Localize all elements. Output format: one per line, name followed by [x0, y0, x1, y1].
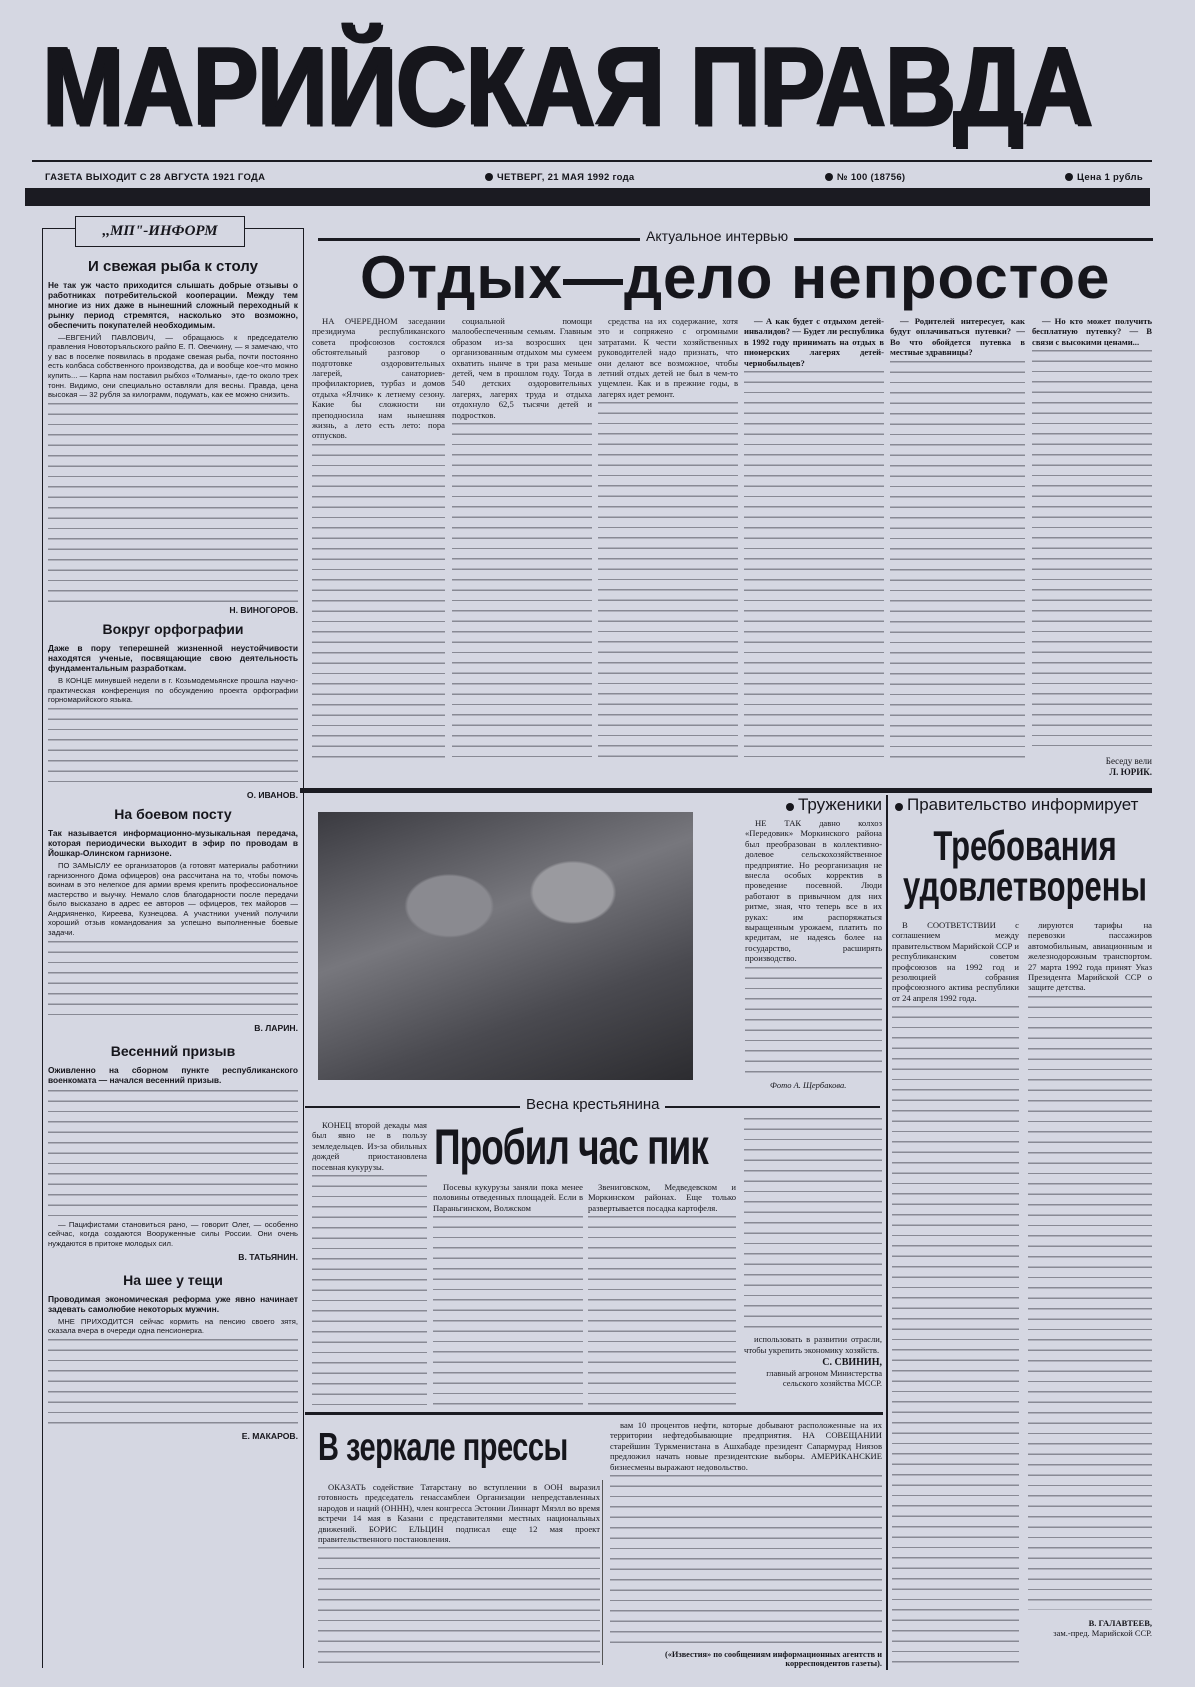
issue-date: ЧЕТВЕРГ, 21 МАЯ 1992 года: [497, 172, 635, 183]
article-body: МНЕ ПРИХОДИТСЯ сейчас кормить на пенсию своего зятя, сказала вчера в очереди одна пенсионерка.: [48, 1316, 298, 1336]
interview-rubric: Актуальное интервью: [640, 228, 794, 244]
text-block: [1028, 996, 1152, 1610]
photo-farmers: [318, 812, 693, 1080]
bullet-icon: [786, 803, 794, 811]
masthead-title: МАРИЙСКАЯ ПРАВДА: [42, 22, 1092, 149]
spring-column: [433, 1182, 583, 1405]
byline: С. СВИНИН,: [822, 1357, 882, 1368]
divider: [602, 1480, 603, 1665]
rubric-label: Правительство информирует: [907, 795, 1139, 814]
byline-role: зам.-пред. Марийской ССР.: [1053, 1628, 1152, 1638]
paragraph: НА ОЧЕРЕДНОМ заседании президиума республиканского совета профсоюзов состоялся обстоятельный разговор о подготовке оздоровительных лагерей, санаториев-профилакториев, турбаз и домов отдыха «Ялчик» к летнему сезону. Какие бы сложности ни преподносила нам нынешняя жизнь, а лето есть лето: пора отпусков.: [312, 316, 445, 441]
government-byline: [1028, 1618, 1152, 1638]
text-block: [745, 967, 882, 1076]
paragraph: ОКАЗАТЬ содействие Татарстану во вступлении в ООН выразил готовность председатель генассамблеи Организации непредставленных народов и наций (ОННН), член конгресса Эстонии Линнарт Мяэлл во время встречи 14 мая в Казани с представителями местных национальных движений. БОРИС ЕЛЬЦИН подписал еще 12 мая проект правительственного постановления.: [318, 1482, 600, 1545]
byline-role: главный агроном Министерства сельского хозяйства МССР.: [766, 1368, 882, 1388]
paragraph: КОНЕЦ второй декады мая был явно не в пользу земледельцев. Из-за обильных дождей приостановлена посевная кукурузы.: [312, 1120, 427, 1172]
paragraph: средства на их содержание, хотя это и сопряжено с огромными затратами. К чести хозяйственных руководителей надо признать, что они делают все возможное, чтобы летний отдых детей не был в чем-то ущемлен. Как и в прежние годы, в лагерях идет ремонт.: [598, 316, 738, 399]
bullet-icon: [1065, 173, 1073, 181]
article-title: На шее у тещи: [123, 1272, 223, 1289]
text-block: [744, 1118, 882, 1334]
paragraph: — Родителей интересует, как будут оплачиваться путевки? — Во что обойдется путевка в местные здравницы?: [890, 316, 1025, 358]
workers-rubric: [740, 795, 882, 815]
article-lead: Так называется информационно-музыкальная передача, которая периодически выходит в эфир по проводам в Йошкар-Олинском гарнизоне.: [48, 827, 298, 858]
text-block: [588, 1216, 736, 1405]
text-block: [48, 403, 298, 603]
article-body: — Пацифистами становиться рано, — говорит Олег, — особенно сейчас, когда создаются Вооруженные силы России. Они очень нуждаются в притоке молодых сил.: [48, 1219, 298, 1249]
interview-column: [312, 316, 445, 764]
byline: О. ИВАНОВ.: [246, 789, 298, 800]
paragraph: — А как будет с отдыхом детей-инвалидов? — Будет ли республика в 1992 году принимать на отдых в пионерских лагерях детей-чернобыльцев?: [744, 316, 884, 368]
text-block: [610, 1475, 882, 1646]
text-block: [312, 444, 445, 764]
byline: Е. МАКАРОВ.: [241, 1431, 298, 1441]
text-block: [744, 371, 884, 764]
article-body: В КОНЦЕ минувшей недели в г. Козьмодемьянске прошла научно-практическая конференция по обсуждению проекта орфографии горномарийского языка.: [48, 675, 298, 705]
article-lead: Не так уж часто приходится слышать добрые отзывы о работниках потребительской кооперации. Между тем многие из них даже в нынешний сложный переходный к рынку период стремятся, насколько это возможно, обеспечить покупателей необходимым.: [48, 279, 298, 330]
inform-rubric: ,,МП"-ИНФОРМ: [75, 216, 245, 247]
interview-column: [890, 316, 1025, 764]
article-lead: Проводимая экономическая реформа уже явно начинает задевать самолюбие некоторых мужчин.: [48, 1293, 298, 1314]
issue-number: № 100 (18756): [837, 172, 906, 183]
government-column: [892, 920, 1019, 1668]
headline-line: Требования: [933, 821, 1117, 870]
masthead-bar: [25, 188, 1150, 206]
paragraph: — Но кто может получить бесплатную путевку? — В связи с высокими ценами...: [1032, 316, 1152, 347]
article-lead: Даже в пору теперешней жизненной неустойчивости находятся ученые, посвящающие свою деятельность фундаментальным разработкам.: [48, 642, 298, 673]
paragraph: НЕ ТАК давно колхоз «Передовик» Моркинского района был преобразован в коллективно-долевое сельскохозяйственное предприятие. Но реорганизация не внесла особых корректив в проведение посевной. Люди работают в привычном для них ритме, зная, что теперь все в их руках: им распоряжаться выращенным урожаем, платить по кредитам, не надеясь более на государство, расширять производство.: [745, 818, 882, 964]
article-body: ПО ЗАМЫСЛУ ее организаторов (а готовят материалы работники гарнизонного Дома офицеров) она рассчитана на то, чтобы помочь воинам в это нелегкое для армии время крепить профессиональное мастерство и выучку. Немало слов благодарности после передачи было высказано в адрес ее авторов — офицеров, тех майоров — Андрияненко, Киреева, Кузнецова. А участники учений получили хороший отзыв командования за успешно выполненные боевые задачи.: [48, 860, 298, 938]
bullet-icon: [485, 173, 493, 181]
article-title: И свежая рыба к столу: [88, 258, 258, 275]
interview-column: [598, 316, 738, 764]
price: Цена 1 рубль: [1077, 172, 1143, 183]
byline: Л. ЮРИК.: [1109, 767, 1152, 777]
text-block: [452, 423, 592, 764]
government-headline: [898, 821, 1152, 910]
byline: В. ЛАРИН.: [254, 1022, 298, 1033]
press-column: [610, 1420, 882, 1646]
press-source: («Известия» по сообщениям информационных агентств и корреспондентов газеты).: [665, 1650, 882, 1668]
text-block: [48, 708, 298, 788]
paragraph: социальной помощи малообеспеченным семьям. Главным образом из-за возросших цен организованным отдыхом мы сумеем охватить нынче в три раза меньше детей, чем в прошлом году. Тогда в 540 детских оздоровительных лагерях, лагерях труда и отдыха отдохнуло 62,5 тысячи детей и подростков.: [452, 316, 592, 420]
interview-byline: [1060, 756, 1152, 778]
government-rubric: [895, 795, 1138, 815]
divider: [886, 795, 888, 1670]
text-block: [598, 402, 738, 764]
text-block: [433, 1216, 583, 1405]
spring-column: [588, 1182, 736, 1405]
paragraph: В СООТВЕТСТВИИ с соглашением между правительством Марийской ССР и республиканским советом профсоюзов на 1992 год и резолюцией собрания профсоюзного актива республики от 24 апреля 1992 года.: [892, 920, 1019, 1003]
spring-column: [744, 1116, 882, 1356]
divider: [300, 788, 1152, 793]
paragraph: вам 10 процентов нефти, которые добывают расположенные на их территории нефтедобывающие предприятия. НА СОВЕЩАНИИ старейшин Туркменистана в Ашхабаде президент Сапармурад Ниязов предложил начать новые президентские выборы. АМЕРИКАНСКИЕ бизнесмены выражают недовольство.: [610, 1420, 882, 1472]
interview-column: [452, 316, 592, 764]
press-column: [318, 1482, 600, 1667]
rubric-label: Труженики: [797, 795, 882, 814]
text-block: [318, 1547, 600, 1667]
inform-column: [48, 258, 298, 1663]
spring-column: [312, 1120, 427, 1405]
interview-column: [1032, 316, 1152, 746]
spring-byline: [744, 1358, 882, 1388]
article-lead: Оживленно на сборном пункте республиканского военкомата — начался весенний призыв.: [48, 1064, 298, 1085]
article-title: На боевом посту: [114, 806, 232, 823]
founded-note: ГАЗЕТА ВЫХОДИТ С 28 АВГУСТА 1921 ГОДА: [45, 172, 266, 183]
government-column: [1028, 920, 1152, 1610]
spring-headline: Пробил час пик: [434, 1119, 708, 1175]
text-block: [892, 1006, 1019, 1668]
text-block: [312, 1175, 427, 1405]
divider: [305, 1412, 883, 1415]
photo-credit: Фото А. Щербакова.: [770, 1080, 847, 1090]
workers-column: [745, 818, 882, 1076]
paragraph: лируются тарифы на перевозки пассажиров автомобильным, авиационным и железнодорожным транспортом. 27 марта 1992 года принят Указ Президента Марийской ССР о защите детства.: [1028, 920, 1152, 993]
article-title: Весенний призыв: [110, 1043, 236, 1060]
spring-rubric: Весна крестьянина: [520, 1096, 665, 1113]
text-block: [48, 941, 298, 1021]
article-body: —ЕВГЕНИЙ ПАВЛОВИЧ, — обращаюсь к председателю правления Новоторъяльского райпо Е. П. Овечкину, — я замечаю, что у вас в поселке появилась в продаже свежая рыба, почти постоянно есть колбаса собственного производства, да и вообще кое-что можно купить... — Карпа нам поставил рыбхоз «Толманы», где-то около трех тонн. Видимо, они специально оставляли для весны. Правда, цена высокая — 32 рубля за килограмм, подумать, как ее можно снизить.: [48, 332, 298, 400]
byline: В. ТАТЬЯНИН.: [238, 1251, 298, 1262]
byline: Н. ВИНОГОРОВ.: [229, 604, 298, 615]
interview-column: [744, 316, 884, 764]
paragraph: использовать в развитии отрасли, чтобы укрепить экономику хозяйств.: [744, 1334, 882, 1355]
text-block: [48, 1339, 298, 1429]
article-title: Вокруг орфографии: [102, 621, 244, 638]
paragraph: Звениговском, Медведевском и Моркинском районах. Еще только развертывается посадка картофеля.: [588, 1182, 736, 1213]
divider: [32, 160, 1152, 162]
headline-line: удовлетворены: [903, 862, 1147, 910]
paragraph: Посевы кукурузы заняли пока менее половины отведенных площадей. Если в Параньгинском, Волжском: [433, 1182, 583, 1213]
byline: В. ГАЛАВТЕЕВ,: [1088, 1618, 1152, 1628]
press-headline: В зеркале прессы: [318, 1426, 568, 1470]
interview-headline: Отдых—дело непростое: [360, 244, 1111, 311]
byline-label: Беседу вели: [1105, 756, 1152, 766]
bullet-icon: [825, 173, 833, 181]
text-block: [48, 1090, 298, 1220]
bullet-icon: [895, 803, 903, 811]
text-block: [1032, 350, 1152, 746]
text-block: [890, 361, 1025, 764]
